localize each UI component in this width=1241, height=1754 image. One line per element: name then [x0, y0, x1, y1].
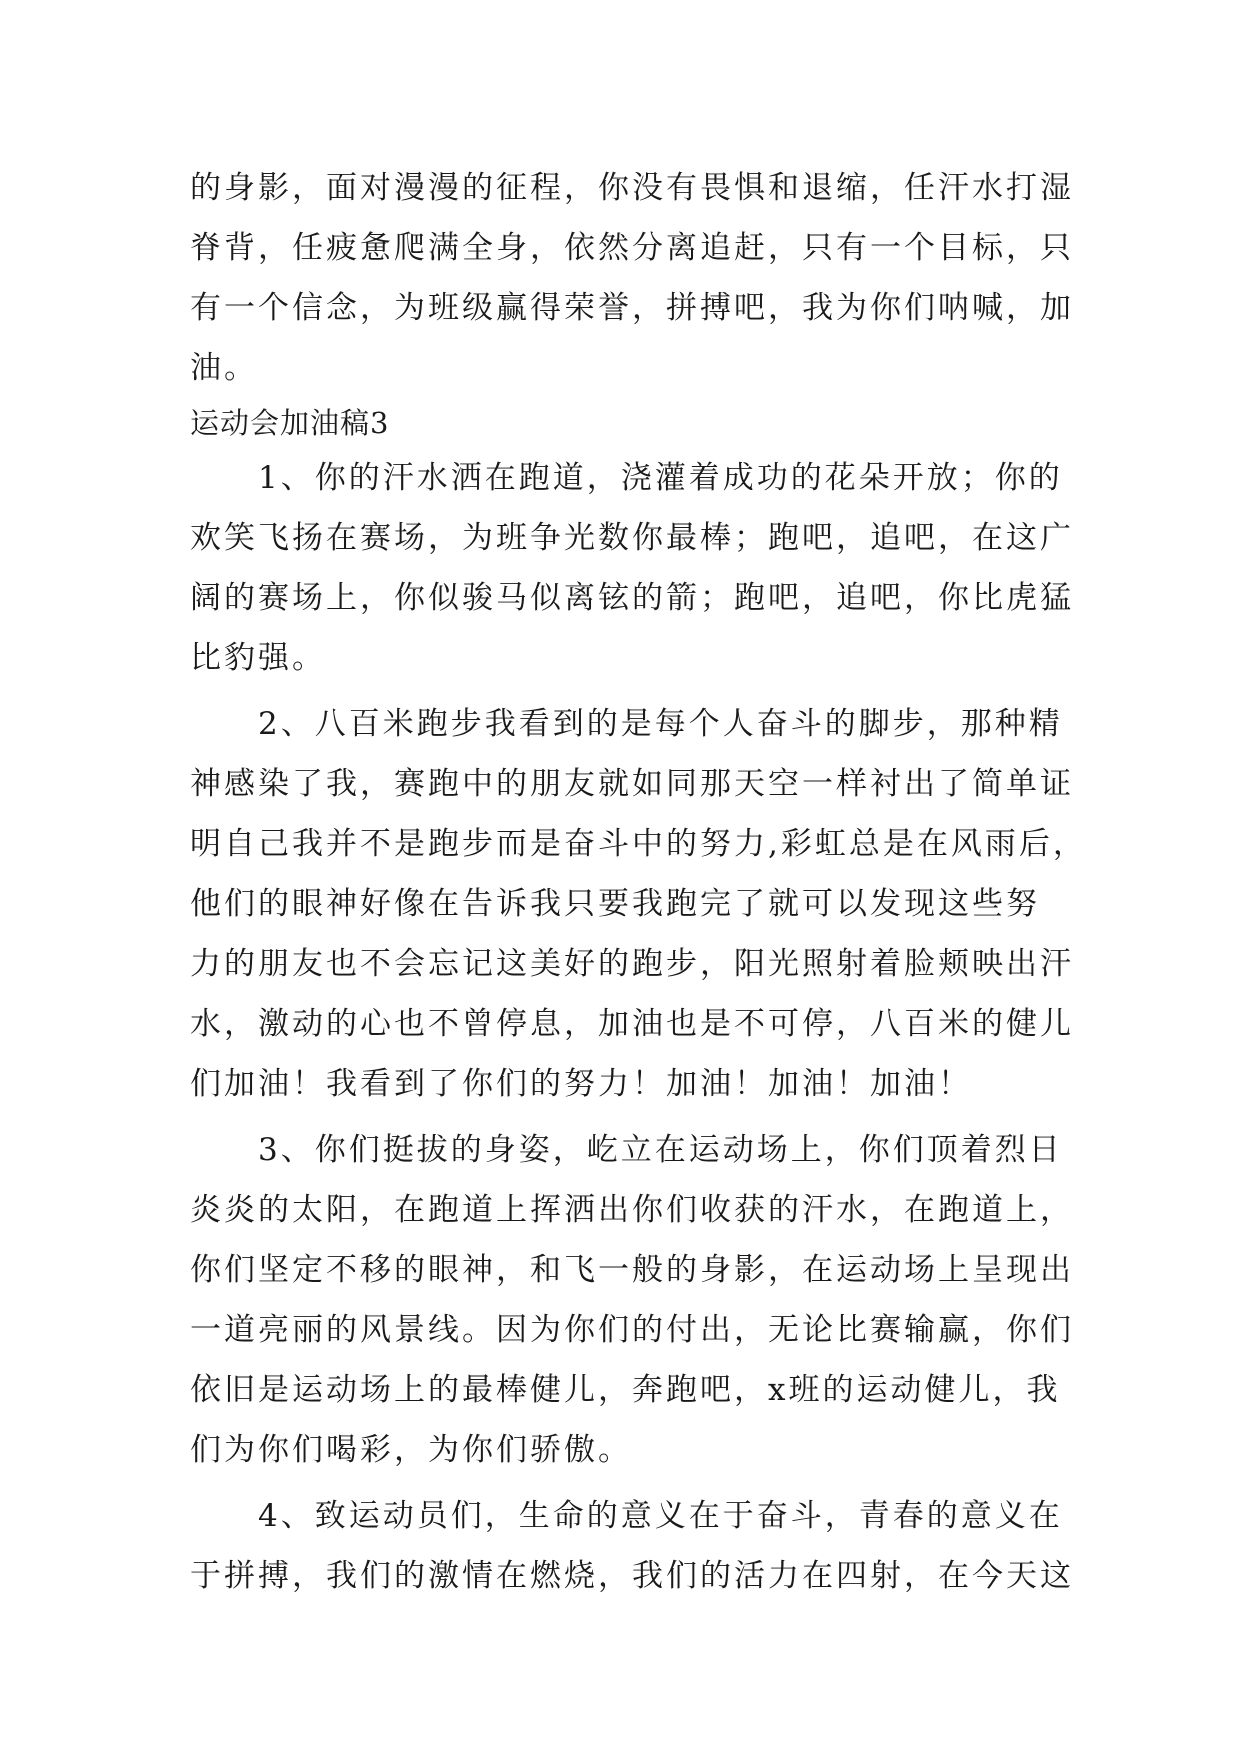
text-line: 水，激动的心也不曾停息，加油也是不可停，八百米的健儿: [190, 1006, 1074, 1042]
text-line: 他们的眼神好像在告诉我只要我跑完了就可以发现这些努: [190, 886, 1040, 922]
text-line: 神感染了我，赛跑中的朋友就如同那天空一样衬出了简单证: [190, 766, 1074, 802]
text-line: 于拼搏，我们的激情在燃烧，我们的活力在四射，在今天这: [190, 1558, 1074, 1594]
text-line: 炎炎的太阳，在跑道上挥洒出你们收获的汗水，在跑道上，: [190, 1192, 1074, 1228]
paragraph-3: [190, 1120, 1074, 1480]
text-line: 们为你们喝彩，为你们骄傲。: [190, 1432, 632, 1468]
text-line: 有一个信念，为班级赢得荣誉，拼搏吧，我为你们呐喊，加: [190, 290, 1074, 326]
text-line: 2、八百米跑步我看到的是每个人奋斗的脚步，那种精: [190, 706, 1063, 742]
text-line: 油。: [190, 350, 258, 386]
text-line: 们加油！我看到了你们的努力！加油！加油！加油！: [190, 1066, 972, 1102]
section-title: 运动会加油稿3: [190, 406, 390, 440]
document-body: [190, 158, 1087, 1606]
text-line: 依旧是运动场上的最棒健儿，奔跑吧，x班的运动健儿，我: [190, 1372, 1061, 1408]
paragraph-4: [190, 1486, 1074, 1606]
paragraph-1: [190, 448, 1074, 688]
intro-paragraph: [190, 158, 1074, 398]
text-line: 欢笑飞扬在赛场，为班争光数你最棒；跑吧，追吧，在这广: [190, 520, 1074, 556]
text-line: 4、致运动员们，生命的意义在于奋斗，青春的意义在: [190, 1498, 1063, 1534]
text-line: 脊背，任疲惫爬满全身，依然分离追赶，只有一个目标，只: [190, 230, 1074, 266]
text-line: 你们坚定不移的眼神，和飞一般的身影，在运动场上呈现出: [190, 1252, 1074, 1288]
text-line: 比豹强。: [190, 640, 326, 676]
text-line: 1、你的汗水洒在跑道，浇灌着成功的花朵开放；你的: [190, 460, 1063, 496]
paragraph-2: [190, 694, 1087, 1114]
text-line: 明自己我并不是跑步而是奋斗中的努力,彩虹总是在风雨后，: [190, 826, 1087, 862]
text-line: 的身影，面对漫漫的征程，你没有畏惧和退缩，任汗水打湿: [190, 170, 1074, 206]
text-line: 3、你们挺拔的身姿，屹立在运动场上，你们顶着烈日: [190, 1132, 1063, 1168]
text-line: 阔的赛场上，你似骏马似离铉的箭；跑吧，追吧，你比虎猛: [190, 580, 1074, 616]
text-line: 一道亮丽的风景线。因为你们的付出，无论比赛输赢，你们: [190, 1312, 1074, 1348]
text-line: 力的朋友也不会忘记这美好的跑步，阳光照射着脸颊映出汗: [190, 946, 1074, 982]
